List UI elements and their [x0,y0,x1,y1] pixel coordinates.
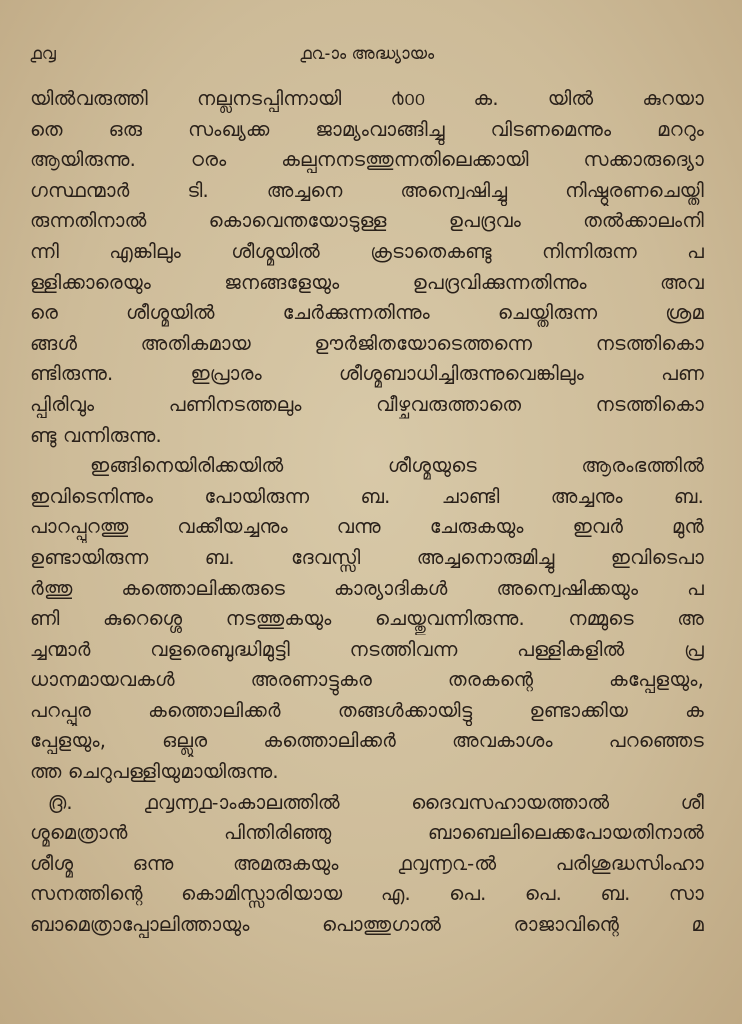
text-line: സനത്തിന്റെ കൊമിസ്സാരിയായ എ. പെ. പെ. ബ. സാ [30,882,704,906]
running-head: ൧൨-ാം അദ്ധ്യായം [299,44,435,64]
body-text [30,84,704,941]
text-line: പറപ്പൂര കത്തൊലിക്കർ തങ്ങൾക്കായിട്ടു ഉണ്ടാക്കിയ ക [30,698,704,722]
text-line: ആയിരുന്നു. ഠരം കല്പനനടത്തുന്നതിലെക്കായി സക്കാരുദ്യൊ [30,148,704,172]
text-line: ശ്മമെത്രാൻ പിന്തിരിഞ്ഞു ബാബെലിലെക്കപോയതിനാൽ [30,821,704,845]
text-line: ബാമെത്രാപ്പോലിത്തായും പൊത്തുഗാൽ രാജാവിന്റെ മ [30,913,704,937]
text-line: ങ്ങൾ അതികമായ ഊർജിതയോടെത്തന്നെ നടത്തികൊ [30,331,704,355]
text-line: ഉണ്ടായിരുന്ന ബ. ദേവസ്സി അച്ചനൊരുമിച്ചു ഇവിടെപാ [30,545,704,569]
text-line: രെ ശീശ്മയിൽ ചേർക്കുന്നതിന്നും ചെയ്തിരുന്ന ശ്രമ [30,301,704,325]
text-line: ണ്ടിരുന്നു. ഇപ്രാരം ശീശ്മബാധിച്ചിരുന്നുവെങ്കിലും പണ [30,362,704,386]
text-line: ത്ത ചെറുപള്ളിയുമായിരുന്നു. [30,760,279,784]
text-line: രുന്നതിനാൽ കൊവെന്തയോടുള്ള ഉപദ്രവം തൽക്കാലംനി [30,209,704,233]
text-line: ഇവിടെനിന്നും പോയിരുന്ന ബ. ചാണ്ടി അച്ചനും ബ. [30,484,704,508]
text-line: ള്ളിക്കാരെയും ജനങ്ങളേയും ഉപദ്രവിക്കുന്നതിന്നും അവ [30,270,704,294]
text-line: യിൽവരുത്തി നല്ലനടപ്പിന്നായി ൪൦൦ ക. യിൽ കുറയാ [30,87,704,110]
text-line: പ്പേളയും, ഒല്ലൂര കത്തൊലിക്കർ അവകാശം പറഞ്ഞെട [30,729,704,753]
text-line: പ്പിരിവും പണിനടത്തലും വീഴ്ചവരുത്താതെ നടത്തികൊ [30,392,704,416]
text-line: ച്ചന്മാർ വളരെബുദ്ധിമുട്ടി നടത്തിവന്ന പള്ളികളിൽ പ്ര [30,637,704,661]
text-line: ധാനമായവകൾ അരണാട്ടുകര തരകന്റെ കപ്പേളയും, [30,668,704,692]
text-line: പാറപ്പുറത്തു വക്കീയച്ചനും വന്നു ചേരുകയും ഇവർ മുൻ [30,515,704,539]
text-line: ഗസ്ഥന്മാർ ടി. അച്ചനെ അന്വെഷിച്ചു നിഷ്ഠൂരണചെയ്തി [30,178,704,202]
text-line: ശീശ്മ ഒന്നു അമരുകയും ൧൮൬൨-ൽ പരിശുദ്ധസിംഹാ [30,851,704,875]
text-line: ണി കുറെശ്ശെ നടത്തുകയും ചെയ്തുവന്നിരുന്നു. നമ്മുടെ അ [30,607,704,631]
text-line: ണ്ടു വന്നിരുന്നു. [30,423,162,447]
text-line: ൫. ൧൮൬൧-ാംകാലത്തിൽ ദൈവസഹായത്താൽ ശീ [48,790,704,814]
text-line: ർത്തു കത്തൊലിക്കരുടെ കാര്യാദികൾ അന്വെഷിക്കയും പ [30,576,704,600]
page-number: ൧൮ [30,44,56,64]
text-line: തെ ഒരു സംഖ്യക്ക ജാമ്യംവാങ്ങിച്ചു വിടണമെന്നും മററും [30,117,704,141]
page-header [30,44,704,84]
text-line: ന്നി എങ്കിലും ശീശ്മയിൽ ക്രടാതെകണ്ടു നിന്നിരുന്ന പ [30,239,704,263]
text-line: ഇങ്ങിനെയിരിക്കയിൽ ശീശ്മയുടെ ആരംഭത്തിൽ [90,454,704,478]
